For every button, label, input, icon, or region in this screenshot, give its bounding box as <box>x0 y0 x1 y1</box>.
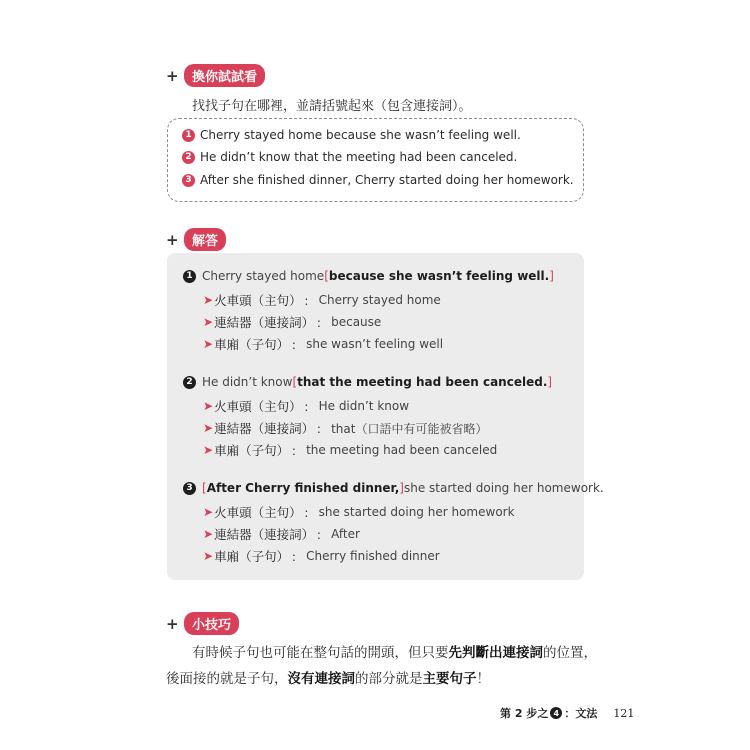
tip-emphasis: 主要句子 <box>422 671 477 687</box>
number-1-icon: 1 <box>182 129 195 142</box>
sub-colon: ： <box>316 315 329 330</box>
arrow-icon: ➤ <box>203 315 214 329</box>
answer-sub-line <box>203 503 515 521</box>
sub-colon: ： <box>291 337 304 352</box>
sub-colon: ： <box>291 549 304 564</box>
plus-icon: + <box>166 230 179 249</box>
answer-sub-line <box>203 441 497 459</box>
plus-icon: + <box>166 66 179 85</box>
bracket-open: [ <box>202 481 207 495</box>
arrow-icon: ➤ <box>203 527 214 541</box>
sub-colon: ： <box>316 421 329 436</box>
number-2-icon: 2 <box>183 376 196 389</box>
sentence-plain: He didn’t know <box>202 375 293 389</box>
answer-sub-line <box>203 291 441 309</box>
practice-header <box>166 64 265 87</box>
tip-text: ！ <box>476 671 490 687</box>
sub-value: she started doing her homework <box>318 505 515 519</box>
sub-value: Cherry finished dinner <box>306 549 440 563</box>
sub-label: 火車頭（主句） <box>214 505 302 520</box>
answer-sentence <box>183 481 604 495</box>
bracket-open: [ <box>324 269 329 283</box>
sub-label: 連結器（連接詞） <box>214 315 315 330</box>
clause-bold: because she wasn’t feeling well. <box>328 269 550 283</box>
answer-sub-line <box>203 419 487 437</box>
sub-label: 火車頭（主句） <box>214 399 302 414</box>
sub-value: He didn’t know <box>318 399 410 413</box>
number-2-icon: 2 <box>182 151 195 164</box>
arrow-icon: ➤ <box>203 399 214 413</box>
arrow-icon: ➤ <box>203 337 214 351</box>
page-number: 121 <box>613 706 635 720</box>
practice-item-text: He didn’t know that the meeting had been canceled. <box>200 150 518 164</box>
sub-value: the meeting had been canceled <box>306 443 498 457</box>
sub-label: 連結器（連接詞） <box>214 421 315 436</box>
sub-colon: ： <box>303 293 316 308</box>
practice-title: 換你試試看 <box>184 64 265 87</box>
practice-item-text: Cherry stayed home because she wasn’t feeling well. <box>200 128 521 142</box>
practice-box <box>167 118 584 202</box>
answer-box <box>167 253 604 580</box>
number-1-icon: 1 <box>183 270 196 283</box>
footer-step: 第 2 步之 <box>500 707 549 720</box>
sub-label: 車廂（子句） <box>214 443 290 458</box>
plus-icon: + <box>166 614 179 633</box>
clause-bold: After Cherry finished dinner, <box>206 481 400 495</box>
sub-value: because <box>331 315 382 329</box>
sub-value: Cherry stayed home <box>318 293 441 307</box>
tip-text: 有時候子句也可能在整句話的開頭，但只要 <box>192 645 449 661</box>
practice-item-text: After she finished dinner, Cherry started doing her homework. <box>200 173 574 187</box>
footer-number-icon: 4 <box>550 707 562 719</box>
tip-emphasis: 先判斷出連接詞 <box>448 645 543 661</box>
sentence-plain: Cherry stayed home <box>202 269 325 283</box>
answer-sub-line <box>203 547 440 565</box>
answer-header <box>166 228 226 251</box>
tip-header <box>166 612 239 635</box>
sub-label: 火車頭（主句） <box>214 293 302 308</box>
sub-label: 車廂（子句） <box>214 549 290 564</box>
sub-label: 車廂（子句） <box>214 337 290 352</box>
bracket-open: [ <box>292 375 298 389</box>
answer-sub-line <box>203 525 360 543</box>
answer-sub-line <box>203 335 443 353</box>
answer-sub-line <box>203 313 381 331</box>
sub-colon: ： <box>316 527 329 542</box>
bracket-close: ] <box>399 481 404 495</box>
sub-value: that（口語中有可能被省略） <box>331 421 488 436</box>
answer-sentence <box>183 375 552 389</box>
tip-line-1 <box>192 641 597 661</box>
tip-emphasis: 沒有連接詞 <box>287 671 355 687</box>
tip-line-2 <box>166 667 490 687</box>
sub-colon: ： <box>291 443 304 458</box>
arrow-icon: ➤ <box>203 421 214 435</box>
answer-title: 解答 <box>184 228 226 251</box>
arrow-icon: ➤ <box>203 443 214 457</box>
footer-topic: ：文法 <box>564 707 598 720</box>
bracket-close: ] <box>549 269 554 283</box>
tip-text: 後面接的就是子句， <box>166 671 288 687</box>
page-footer <box>500 705 634 721</box>
sub-colon: ： <box>303 505 316 520</box>
arrow-icon: ➤ <box>203 505 214 519</box>
answer-sub-line <box>203 397 409 415</box>
practice-instruction: 找找子句在哪裡，並請括號起來（包含連接詞）。 <box>192 99 472 114</box>
answer-sentence <box>183 269 554 283</box>
number-3-icon: 3 <box>182 174 195 187</box>
number-3-icon: 3 <box>183 482 196 495</box>
sub-label: 連結器（連接詞） <box>214 527 315 542</box>
tip-title: 小技巧 <box>184 612 239 635</box>
clause-bold: that the meeting had been canceled. <box>297 375 548 389</box>
sub-colon: ： <box>303 399 316 414</box>
practice-item <box>182 173 574 187</box>
practice-item <box>182 150 517 164</box>
sub-value: she wasn’t feeling well <box>306 337 444 351</box>
practice-item <box>182 128 521 142</box>
sentence-plain: she started doing her homework. <box>403 481 604 495</box>
arrow-icon: ➤ <box>203 549 214 563</box>
bracket-close: ] <box>547 375 553 389</box>
tip-text: 的部分就是 <box>355 671 423 687</box>
sub-value: After <box>331 527 360 541</box>
arrow-icon: ➤ <box>203 293 214 307</box>
tip-text: 的位置， <box>543 645 597 661</box>
